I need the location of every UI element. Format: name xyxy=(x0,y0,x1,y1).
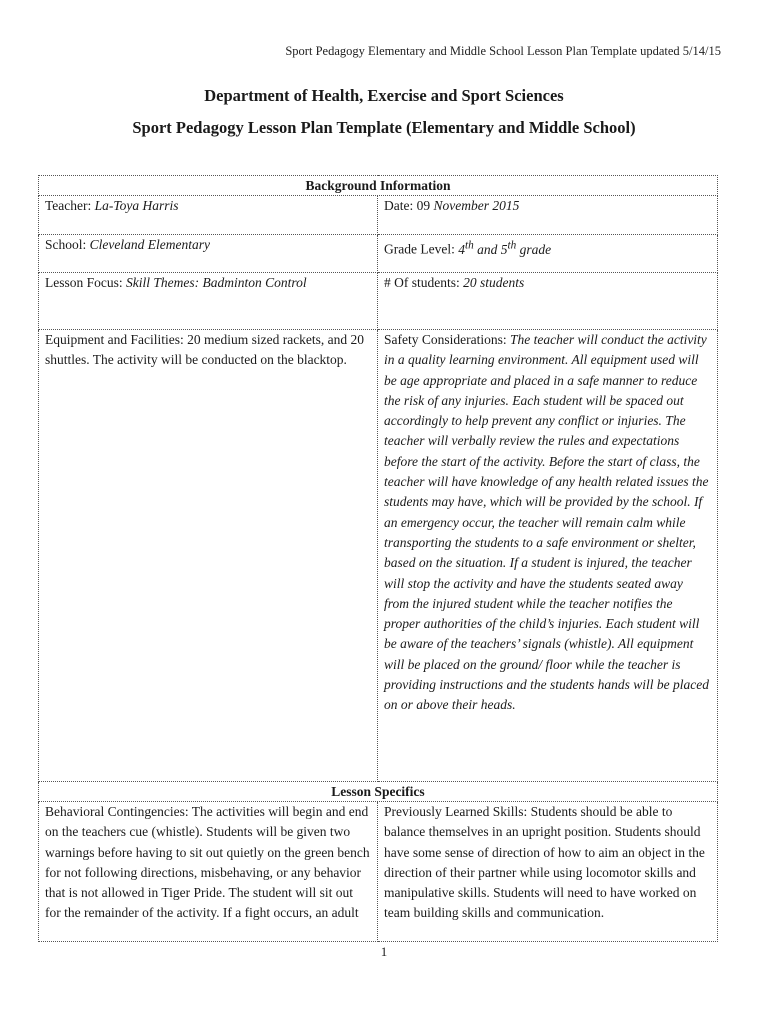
background-heading-row xyxy=(39,176,718,196)
running-header: Sport Pedagogy Elementary and Middle School Lesson Plan Template updated 5/14/15 xyxy=(285,44,721,58)
grade-4-suffix: th xyxy=(464,239,474,251)
document-title: Department of Health, Exercise and Sport Sciences xyxy=(204,86,564,105)
document-subtitle: Sport Pedagogy Lesson Plan Template (Elementary and Middle School) xyxy=(132,118,636,137)
specifics-heading-row xyxy=(39,782,718,802)
behavior-skills-row xyxy=(39,802,718,942)
date-cell xyxy=(378,196,718,235)
school-label: School: xyxy=(45,237,90,252)
specifics-heading: Lesson Specifics xyxy=(39,782,718,802)
previous-skills-cell: Previously Learned Skills: Students should be able to balance themselves in an upright position. Students should have some sense of direction of how to aim an object in the direction of their partner while using locomotor skills and manipulative skills. Students will need to have worked on team building skills and communication. xyxy=(378,802,718,942)
grade-value xyxy=(458,239,552,257)
focus-students-row xyxy=(39,273,718,330)
equipment-safety-row xyxy=(39,330,718,782)
teacher-date-row xyxy=(39,196,718,235)
school-value: Cleveland Elementary xyxy=(89,237,210,252)
background-heading: Background Information xyxy=(39,176,718,196)
focus-value: Skill Themes: Badminton Control xyxy=(126,275,307,290)
grade-and-5: and 5 xyxy=(473,241,508,257)
focus-cell xyxy=(39,273,378,330)
date-label: Date: 09 xyxy=(384,198,434,213)
school-grade-row xyxy=(39,235,718,273)
equipment-cell: Equipment and Facilities: 20 medium sized rackets, and 20 shuttles. The activity will be conducted on the blacktop. xyxy=(39,330,378,782)
students-cell xyxy=(378,273,718,330)
grade-5-suffix: th xyxy=(507,239,517,251)
grade-label: Grade Level: xyxy=(384,241,459,257)
grade-cell xyxy=(378,235,718,273)
safety-label: Safety Considerations: xyxy=(384,332,510,347)
date-value: November 2015 xyxy=(433,198,520,213)
teacher-label: Teacher: xyxy=(45,198,95,213)
page-number: 1 xyxy=(380,944,388,959)
safety-value: The teacher will conduct the activity in a quality learning environment. All equipment used will be age appropriate and placed in a safe manner to reduce the risk of any injuries. Each student will be spaced out accordingly to help prevent any conflict or injuries. The teacher will verbally review the rules and expectations before the start of the activity. Before the start of class, the teacher will have knowledge of any health related issues the students may have, which will be provided by the school. If an emergency occur, the teacher will remain calm while transporting the students to a safe environment or shelter, based on the situation. If a student is injured, the teacher will stop the activity and have the students seated away from the injured student while the teacher notifies the proper authorities of the child’s injuries. Each student will be aware of the teachers’ signals (whistle). All equipment will be placed on the ground/ floor while the teacher is providing instructions and the students hands will be placed on or above their heads. xyxy=(384,332,709,713)
lesson-plan-table xyxy=(38,175,718,942)
focus-label: Lesson Focus: xyxy=(45,275,126,290)
teacher-value: La-Toya Harris xyxy=(94,198,179,213)
safety-cell xyxy=(378,330,718,782)
behavioral-cell: Behavioral Contingencies: The activities will begin and end on the teachers cue (whistle). Students will be given two warnings before having to sit out quietly on the green bench for not following directions, misbehaving, or any behavior that is not allowed in Tiger Pride. The student will sit out for the remainder of the activity. If a fight occurs, an adult xyxy=(39,802,378,942)
students-label: # Of students: xyxy=(384,275,464,290)
grade-4: 4 xyxy=(458,241,465,257)
school-cell xyxy=(39,235,378,273)
students-value: 20 students xyxy=(463,275,525,290)
grade-word: grade xyxy=(516,241,552,257)
teacher-cell xyxy=(39,196,378,235)
